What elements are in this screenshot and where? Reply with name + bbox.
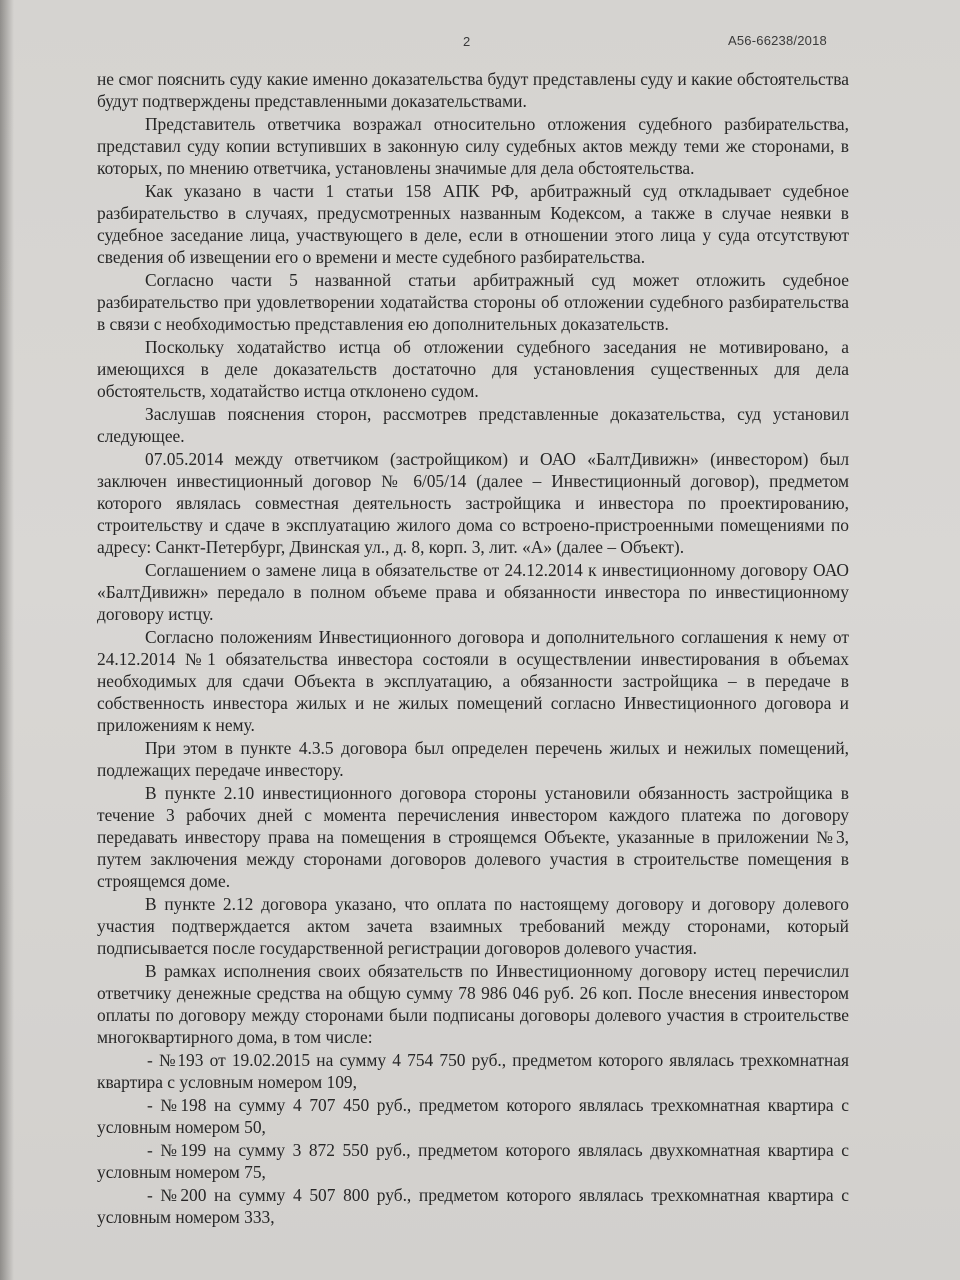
list-item: - №200 на сумму 4 507 800 руб., предметом которого являлась трехкомнатная квартира с условным номером 333, xyxy=(97,1185,849,1227)
document-body xyxy=(97,68,849,1229)
page-shadow xyxy=(0,0,14,1280)
list-item: - №199 на сумму 3 872 550 руб., предметом которого являлась двухкомнатная квартира с условным номером 75, xyxy=(97,1140,849,1182)
paragraph: В пункте 2.12 договора указано, что оплата по настоящему договору и договору долевого участия подтверждается актом зачета взаимных требований между сторонами, который подписывается после государственной регистрации договоров долевого участия. xyxy=(97,894,849,958)
paragraph: Заслушав пояснения сторон, рассмотрев представленные доказательства, суд установил следующее. xyxy=(97,404,849,446)
paragraph: Как указано в части 1 статьи 158 АПК РФ, арбитражный суд откладывает судебное разбирательство в случаях, предусмотренных названным Кодексом, а также в случае неявки в судебное заседание лица, участвующего в деле, если в отношении этого лица у суда отсутствуют сведения об извещении его о времени и месте судебного разбирательства. xyxy=(97,181,849,267)
page-number: 2 xyxy=(463,34,471,49)
paragraph: В пункте 2.10 инвестиционного договора стороны установили обязанность застройщика в течение 3 рабочих дней с момента перечисления инвестором каждого платежа по договору передавать инвестору права на помещения в строящемся Объекте, указанные в приложении №3, путем заключения между сторонами договоров долевого участия в строительстве помещения в строящемся доме. xyxy=(97,783,849,891)
case-number: А56-66238/2018 xyxy=(728,33,827,48)
paragraph: 07.05.2014 между ответчиком (застройщиком) и ОАО «БалтДивижн» (инвестором) был заключен инвестиционный договор № 6/05/14 (далее – Инвестиционный договор), предметом которого являлась совместная деятельность застройщика и инвестора по проектированию, строительству и сдаче в эксплуатацию жилого дома со встроено-пристроенными помещениями по адресу: Санкт-Петербург, Двинская ул., д. 8, корп. 3, лит. «А» (далее – Объект). xyxy=(97,449,849,557)
list-item: - №193 от 19.02.2015 на сумму 4 754 750 руб., предметом которого являлась трехкомнатная квартира с условным номером 109, xyxy=(97,1050,849,1092)
paragraph: Согласно части 5 названной статьи арбитражный суд может отложить судебное разбирательство при удовлетворении ходатайства стороны об отложении судебного разбирательства в связи с необходимостью представления ею дополнительных доказательств. xyxy=(97,270,849,334)
paragraph: Соглашением о замене лица в обязательстве от 24.12.2014 к инвестиционному договору ОАО «БалтДивижн» передало в полном объеме права и обязанности инвестора по инвестиционному договору истцу. xyxy=(97,560,849,624)
list-item: - №198 на сумму 4 707 450 руб., предметом которого являлась трехкомнатная квартира с условным номером 50, xyxy=(97,1095,849,1137)
paragraph: При этом в пункте 4.3.5 договора был определен перечень жилых и нежилых помещений, подлежащих передаче инвестору. xyxy=(97,738,849,780)
paragraph: Представитель ответчика возражал относительно отложения судебного разбирательства, представил суду копии вступивших в законную силу судебных актов между теми же сторонами, в которых, по мнению ответчика, установлены значимые для дела обстоятельства. xyxy=(97,114,849,178)
paragraph: В рамках исполнения своих обязательств по Инвестиционному договору истец перечислил ответчику денежные средства на общую сумму 78 986 046 руб. 26 коп. После внесения инвестором оплаты по договору между сторонами были подписаны договоры долевого участия в строительстве многоквартирного дома, в том числе: xyxy=(97,961,849,1047)
paragraph: Поскольку ходатайство истца об отложении судебного заседания не мотивировано, а имеющихся в деле доказательств достаточно для установления существенных для дела обстоятельств, ходатайство истца отклонено судом. xyxy=(97,337,849,401)
paragraph: не смог пояснить суду какие именно доказательства будут представлены суду и какие обстоятельства будут подтверждены представленными доказательствами. xyxy=(97,69,849,111)
paragraph: Согласно положениям Инвестиционного договора и дополнительного соглашения к нему от 24.12.2014 №1 обязательства инвестора состояли в осуществлении инвестирования в объемах необходимых для сдачи Объекта в эксплуатацию, а обязанности застройщика – в передаче в собственность инвестора жилых и не жилых помещений согласно Инвестиционного договора и приложениям к нему. xyxy=(97,627,849,735)
